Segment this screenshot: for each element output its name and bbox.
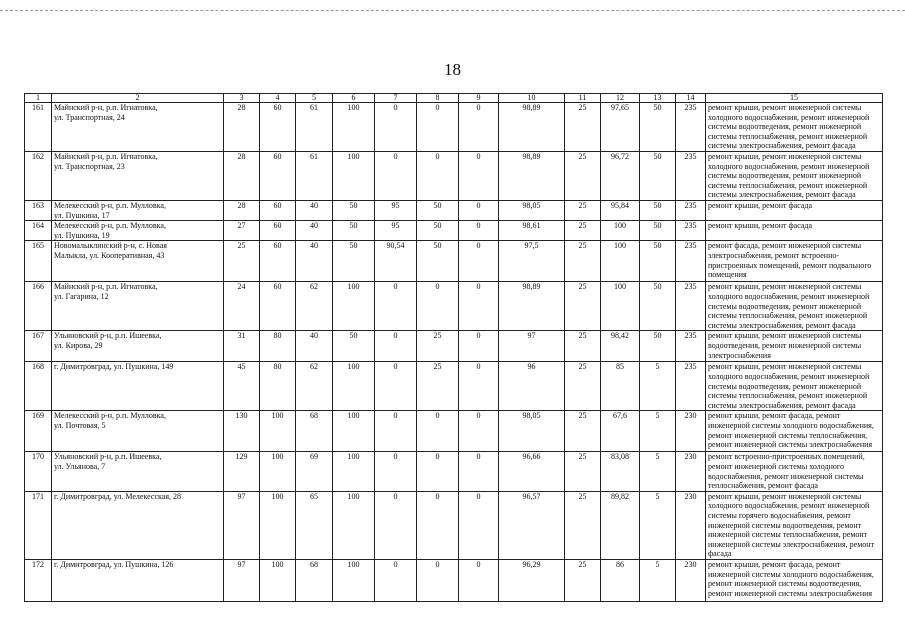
- value-cell: 0: [459, 362, 499, 411]
- value-cell: 100: [260, 411, 296, 452]
- value-cell: 235: [676, 221, 706, 241]
- value-cell: 230: [676, 491, 706, 559]
- row-number-cell: 172: [25, 559, 52, 601]
- value-cell: 0: [375, 362, 417, 411]
- value-cell: 5: [640, 491, 676, 559]
- value-cell: 100: [260, 491, 296, 559]
- value-cell: 96,57: [499, 491, 565, 559]
- value-cell: 0: [375, 152, 417, 201]
- value-cell: 69: [296, 452, 333, 491]
- address-cell: Мелекесский р-н, р.п. Мулловка, ул. Пушкина, 19: [52, 221, 224, 241]
- value-cell: 100: [333, 491, 375, 559]
- value-cell: 0: [459, 201, 499, 221]
- table-row: [25, 411, 883, 452]
- value-cell: 50: [640, 331, 676, 362]
- value-cell: 68: [296, 411, 333, 452]
- value-cell: 0: [459, 282, 499, 331]
- value-cell: 0: [459, 152, 499, 201]
- address-cell: Ульяновский р-н, р.п. Ишеевка, ул. Ульянова, 7: [52, 452, 224, 491]
- value-cell: 98,61: [499, 221, 565, 241]
- value-cell: 50: [640, 221, 676, 241]
- address-cell: Мелекесский р-н, р.п. Мулловка, ул. Пушкина, 17: [52, 201, 224, 221]
- header-cell: 11: [565, 94, 601, 103]
- value-cell: 25: [565, 201, 601, 221]
- value-cell: 27: [224, 221, 260, 241]
- value-cell: 96,66: [499, 452, 565, 491]
- value-cell: 90,54: [375, 241, 417, 282]
- value-cell: 97: [224, 559, 260, 601]
- row-number-cell: 161: [25, 103, 52, 152]
- value-cell: 0: [417, 103, 459, 152]
- works-cell: ремонт крыши, ремонт фасада: [706, 221, 883, 241]
- value-cell: 50: [640, 201, 676, 221]
- value-cell: 100: [333, 103, 375, 152]
- value-cell: 60: [260, 221, 296, 241]
- value-cell: 100: [260, 452, 296, 491]
- row-number-cell: 170: [25, 452, 52, 491]
- value-cell: 97,65: [601, 103, 640, 152]
- value-cell: 86: [601, 559, 640, 601]
- table-row: [25, 201, 883, 221]
- table-row: [25, 103, 883, 152]
- value-cell: 0: [417, 491, 459, 559]
- header-cell: 8: [417, 94, 459, 103]
- value-cell: 0: [459, 491, 499, 559]
- value-cell: 28: [224, 103, 260, 152]
- value-cell: 25: [565, 331, 601, 362]
- value-cell: 100: [601, 221, 640, 241]
- value-cell: 0: [417, 452, 459, 491]
- value-cell: 0: [375, 331, 417, 362]
- value-cell: 83,08: [601, 452, 640, 491]
- value-cell: 50: [333, 331, 375, 362]
- value-cell: 40: [296, 221, 333, 241]
- value-cell: 80: [260, 331, 296, 362]
- value-cell: 25: [565, 452, 601, 491]
- value-cell: 68: [296, 559, 333, 601]
- value-cell: 60: [260, 152, 296, 201]
- works-cell: ремонт крыши, ремонт инженерной системы холодного водоснабжения, ремонт инженерной системы горячего водоснабжения, ремонт инженерной системы водоотведения, ремонт инженерной системы теплоснабжения, ремонт инженерной системы электроснабжения, ремонт фасада: [706, 491, 883, 559]
- value-cell: 98,89: [499, 282, 565, 331]
- value-cell: 98,05: [499, 411, 565, 452]
- value-cell: 0: [375, 282, 417, 331]
- table-row: [25, 221, 883, 241]
- value-cell: 5: [640, 452, 676, 491]
- value-cell: 0: [417, 559, 459, 601]
- value-cell: 25: [565, 152, 601, 201]
- value-cell: 25: [565, 362, 601, 411]
- row-number-cell: 165: [25, 241, 52, 282]
- table-row: [25, 241, 883, 282]
- works-cell: ремонт крыши, ремонт инженерной системы водоотведения, ремонт инженерной системы электроснабжения: [706, 331, 883, 362]
- value-cell: 98,89: [499, 103, 565, 152]
- value-cell: 97,5: [499, 241, 565, 282]
- address-cell: Ульяновский р-н, р.п. Ишеевка, ул. Кирова, 29: [52, 331, 224, 362]
- works-cell: ремонт крыши, ремонт фасада, ремонт инженерной системы холодного водоснабжения, ремонт инженерной системы водоотведения, ремонт инженерной системы электроснабжения: [706, 559, 883, 601]
- works-cell: ремонт крыши, ремонт инженерной системы холодного водоснабжения, ремонт инженерной системы водоотведения, ремонт инженерной системы теплоснабжения, ремонт инженерной системы электроснабжения, ремонт фасада: [706, 152, 883, 201]
- value-cell: 100: [333, 411, 375, 452]
- value-cell: 40: [296, 241, 333, 282]
- value-cell: 0: [459, 411, 499, 452]
- value-cell: 25: [565, 282, 601, 331]
- works-cell: ремонт фасада, ремонт инженерной системы электроснабжения, ремонт встроенно-пристроенных помещений, ремонт подвального помещения: [706, 241, 883, 282]
- works-cell: ремонт встроенно-пристроенных помещений, ремонт инженерной системы холодного водоснабжения, ремонт инженерной системы теплоснабжения, ремонт фасада: [706, 452, 883, 491]
- value-cell: 100: [260, 559, 296, 601]
- value-cell: 100: [333, 282, 375, 331]
- works-cell: ремонт крыши, ремонт инженерной системы холодного водоснабжения, ремонт инженерной системы водоотведения, ремонт инженерной системы теплоснабжения, ремонт инженерной системы электроснабжения, ремонт фасада: [706, 282, 883, 331]
- value-cell: 100: [601, 282, 640, 331]
- value-cell: 97: [499, 331, 565, 362]
- value-cell: 50: [417, 241, 459, 282]
- works-cell: ремонт крыши, ремонт фасада: [706, 201, 883, 221]
- header-cell: 10: [499, 94, 565, 103]
- value-cell: 25: [417, 331, 459, 362]
- header-cell: 2: [52, 94, 224, 103]
- row-number-cell: 162: [25, 152, 52, 201]
- value-cell: 85: [601, 362, 640, 411]
- address-cell: г. Димитровград, ул. Мелекесская, 28: [52, 491, 224, 559]
- header-cell: 9: [459, 94, 499, 103]
- value-cell: 0: [459, 221, 499, 241]
- value-cell: 25: [565, 411, 601, 452]
- value-cell: 0: [459, 452, 499, 491]
- value-cell: 100: [601, 241, 640, 282]
- table-row: [25, 491, 883, 559]
- address-cell: Новомалыклинский р-н, с. Новая Малыкла, ул. Кооперативная, 43: [52, 241, 224, 282]
- value-cell: 50: [640, 103, 676, 152]
- header-cell: 14: [676, 94, 706, 103]
- table-header-row: [25, 94, 883, 103]
- row-number-cell: 164: [25, 221, 52, 241]
- value-cell: 98,89: [499, 152, 565, 201]
- value-cell: 25: [565, 103, 601, 152]
- value-cell: 0: [417, 411, 459, 452]
- value-cell: 0: [375, 559, 417, 601]
- value-cell: 130: [224, 411, 260, 452]
- value-cell: 60: [260, 103, 296, 152]
- value-cell: 235: [676, 152, 706, 201]
- value-cell: 60: [260, 241, 296, 282]
- table-row: [25, 452, 883, 491]
- value-cell: 25: [565, 491, 601, 559]
- header-cell: 4: [260, 94, 296, 103]
- value-cell: 95: [375, 221, 417, 241]
- value-cell: 50: [640, 282, 676, 331]
- value-cell: 98,42: [601, 331, 640, 362]
- value-cell: 28: [224, 152, 260, 201]
- header-cell: 13: [640, 94, 676, 103]
- row-number-cell: 168: [25, 362, 52, 411]
- value-cell: 100: [333, 452, 375, 491]
- table-row: [25, 559, 883, 601]
- address-cell: г. Димитровград, ул. Пушкина, 126: [52, 559, 224, 601]
- value-cell: 95: [375, 201, 417, 221]
- value-cell: 230: [676, 411, 706, 452]
- address-cell: Мелекесский р-н, р.п. Мулловка, ул. Почтовая, 5: [52, 411, 224, 452]
- value-cell: 129: [224, 452, 260, 491]
- header-cell: 1: [25, 94, 52, 103]
- value-cell: 50: [417, 221, 459, 241]
- value-cell: 230: [676, 559, 706, 601]
- value-cell: 24: [224, 282, 260, 331]
- value-cell: 96,29: [499, 559, 565, 601]
- works-cell: ремонт крыши, ремонт инженерной системы холодного водоснабжения, ремонт инженерной системы водоотведения, ремонт инженерной системы теплоснабжения, ремонт инженерной системы электроснабжения, ремонт фасада: [706, 103, 883, 152]
- top-dashed-rule: [0, 10, 905, 11]
- address-cell: Майнский р-н, р.п. Игнатовка, ул. Транспортная, 24: [52, 103, 224, 152]
- table-row: [25, 331, 883, 362]
- value-cell: 0: [459, 559, 499, 601]
- value-cell: 50: [333, 241, 375, 282]
- value-cell: 40: [296, 331, 333, 362]
- value-cell: 97: [224, 491, 260, 559]
- value-cell: 60: [260, 201, 296, 221]
- value-cell: 98,05: [499, 201, 565, 221]
- header-cell: 15: [706, 94, 883, 103]
- value-cell: 25: [224, 241, 260, 282]
- row-number-cell: 166: [25, 282, 52, 331]
- works-cell: ремонт крыши, ремонт инженерной системы холодного водоснабжения, ремонт инженерной системы водоотведения, ремонт инженерной системы теплоснабжения, ремонт инженерной системы электроснабжения, ремонт фасада: [706, 362, 883, 411]
- value-cell: 25: [565, 559, 601, 601]
- value-cell: 50: [417, 201, 459, 221]
- value-cell: 0: [375, 452, 417, 491]
- value-cell: 0: [459, 331, 499, 362]
- value-cell: 0: [375, 103, 417, 152]
- row-number-cell: 169: [25, 411, 52, 452]
- value-cell: 95,84: [601, 201, 640, 221]
- value-cell: 80: [260, 362, 296, 411]
- value-cell: 62: [296, 282, 333, 331]
- value-cell: 31: [224, 331, 260, 362]
- address-cell: Майнский р-н, р.п. Игнатовка, ул. Транспортная, 23: [52, 152, 224, 201]
- value-cell: 50: [333, 201, 375, 221]
- value-cell: 67,6: [601, 411, 640, 452]
- value-cell: 0: [417, 152, 459, 201]
- address-cell: Майнский р-н, р.п. Игнатовка, ул. Гагарина, 12: [52, 282, 224, 331]
- value-cell: 25: [417, 362, 459, 411]
- value-cell: 100: [333, 362, 375, 411]
- works-cell: ремонт крыши, ремонт фасада, ремонт инженерной системы холодного водоснабжения, ремонт инженерной системы теплоснабжения, ремонт инженерной системы электроснабжения: [706, 411, 883, 452]
- table-row: [25, 282, 883, 331]
- value-cell: 45: [224, 362, 260, 411]
- value-cell: 40: [296, 201, 333, 221]
- header-cell: 5: [296, 94, 333, 103]
- value-cell: 65: [296, 491, 333, 559]
- value-cell: 50: [640, 152, 676, 201]
- page-number: 18: [444, 60, 461, 79]
- value-cell: 100: [333, 559, 375, 601]
- table-row: [25, 362, 883, 411]
- value-cell: 5: [640, 559, 676, 601]
- value-cell: 61: [296, 103, 333, 152]
- value-cell: 235: [676, 103, 706, 152]
- value-cell: 28: [224, 201, 260, 221]
- value-cell: 61: [296, 152, 333, 201]
- value-cell: 5: [640, 362, 676, 411]
- value-cell: 89,82: [601, 491, 640, 559]
- value-cell: 5: [640, 411, 676, 452]
- value-cell: 0: [417, 282, 459, 331]
- value-cell: 96,72: [601, 152, 640, 201]
- value-cell: 50: [640, 241, 676, 282]
- header-cell: 6: [333, 94, 375, 103]
- row-number-cell: 171: [25, 491, 52, 559]
- value-cell: 60: [260, 282, 296, 331]
- row-number-cell: 167: [25, 331, 52, 362]
- value-cell: 0: [459, 103, 499, 152]
- row-number-cell: 163: [25, 201, 52, 221]
- value-cell: 235: [676, 362, 706, 411]
- value-cell: 96: [499, 362, 565, 411]
- header-cell: 7: [375, 94, 417, 103]
- value-cell: 235: [676, 331, 706, 362]
- value-cell: 0: [459, 241, 499, 282]
- value-cell: 230: [676, 452, 706, 491]
- value-cell: 235: [676, 201, 706, 221]
- value-cell: 0: [375, 411, 417, 452]
- value-cell: 50: [333, 221, 375, 241]
- value-cell: 235: [676, 282, 706, 331]
- header-cell: 3: [224, 94, 260, 103]
- value-cell: 0: [375, 491, 417, 559]
- value-cell: 25: [565, 241, 601, 282]
- data-table: [24, 93, 883, 602]
- value-cell: 100: [333, 152, 375, 201]
- value-cell: 62: [296, 362, 333, 411]
- value-cell: 25: [565, 221, 601, 241]
- value-cell: 235: [676, 241, 706, 282]
- header-cell: 12: [601, 94, 640, 103]
- address-cell: г. Димитровград, ул. Пушкина, 149: [52, 362, 224, 411]
- table-row: [25, 152, 883, 201]
